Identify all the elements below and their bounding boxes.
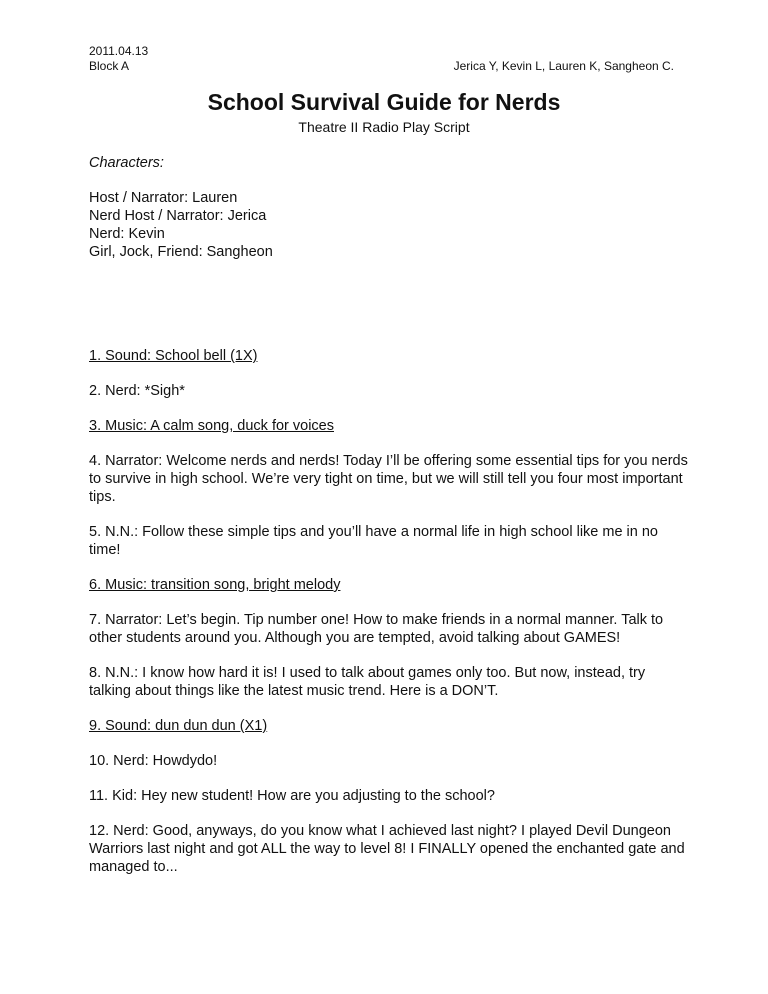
characters-label: Characters: [89, 155, 164, 171]
script-line [89, 717, 689, 735]
script-line: 11. Kid: Hey new student! How are you adjusting to the school? [89, 788, 495, 804]
music-cue: 3. Music: A calm song, duck for voices [89, 418, 334, 434]
cast-list [89, 189, 273, 261]
script-line: 5. N.N.: Follow these simple tips and you’ll have a normal life in high school like me in no time! [89, 524, 658, 558]
script-line [89, 347, 689, 365]
script-body [89, 347, 689, 893]
script-line: 2. Nerd: *Sigh* [89, 383, 185, 399]
script-line [89, 576, 689, 594]
document-title: School Survival Guide for Nerds [207, 89, 561, 115]
header-authors: Jerica Y, Kevin L, Lauren K, Sangheon C. [453, 59, 674, 73]
cast-item: Nerd Host / Narrator: Jerica [89, 208, 267, 224]
sound-cue: 1. Sound: School bell (1X) [89, 348, 258, 364]
script-line [89, 417, 689, 435]
cast-item: Girl, Jock, Friend: Sangheon [89, 244, 273, 260]
script-line: 10. Nerd: Howdydo! [89, 753, 218, 769]
document-subtitle: Theatre II Radio Play Script [298, 119, 470, 135]
cast-item: Host / Narrator: Lauren [89, 190, 238, 206]
script-line: 12. Nerd: Good, anyways, do you know what I achieved last night? I played Devil Dungeon Warriors last night and got ALL the way to level 8! I FINALLY opened the enchanted gate and managed to... [89, 823, 685, 875]
music-cue: 6. Music: transition song, bright melody [89, 577, 341, 593]
script-line: 4. Narrator: Welcome nerds and nerds! Today I’ll be offering some essential tips for you nerds to survive in high school. We’re very tight on time, but we will still tell you four most important tips. [89, 453, 688, 505]
sound-cue: 9. Sound: dun dun dun (X1) [89, 718, 268, 734]
header-left [89, 44, 148, 74]
script-line: 7. Narrator: Let’s begin. Tip number one! How to make friends in a normal manner. Talk to other students around you. Although you are tempted, avoid talking about GAMES! [89, 612, 664, 646]
header-date: 2011.04.13 [89, 44, 149, 58]
header-block: Block A [89, 59, 130, 73]
script-line: 8. N.N.: I know how hard it is! I used to talk about games only too. But now, instead, try talking about things like the latest music trend. Here is a DON’T. [89, 665, 646, 699]
cast-item: Nerd: Kevin [89, 226, 165, 242]
